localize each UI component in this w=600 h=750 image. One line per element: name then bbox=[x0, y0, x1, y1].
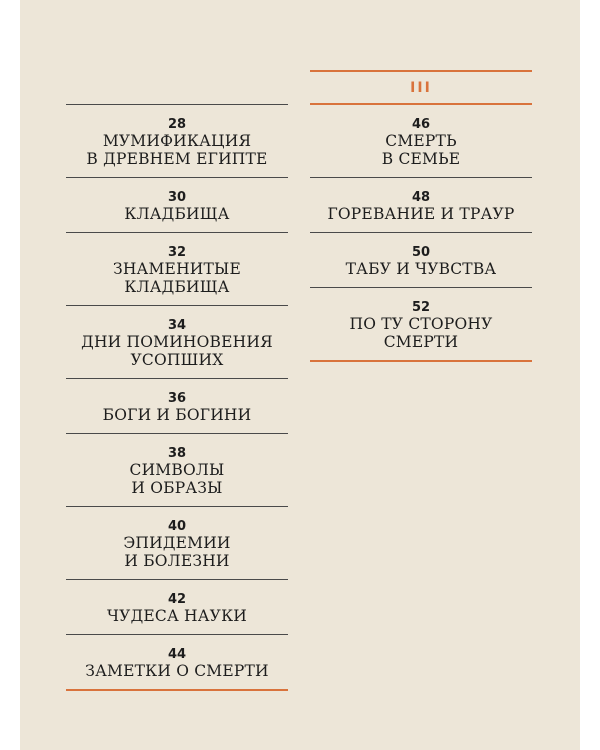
toc-entry-cemeteries[interactable] bbox=[66, 178, 288, 233]
toc-title: КЛАДБИЩА bbox=[124, 205, 230, 223]
toc-page-number: 34 bbox=[167, 318, 187, 333]
toc-entry-mummification[interactable] bbox=[66, 105, 288, 178]
toc-entry-epidemics[interactable] bbox=[66, 507, 288, 580]
toc-entry-science-wonders[interactable] bbox=[66, 580, 288, 635]
toc-title: ЗНАМЕНИТЫЕ КЛАДБИЩА bbox=[112, 260, 242, 296]
toc-entry-taboo-feelings[interactable] bbox=[310, 233, 532, 288]
toc-page-number: 38 bbox=[167, 446, 187, 461]
toc-entry-gods-goddesses[interactable] bbox=[66, 379, 288, 434]
toc-page-number: 46 bbox=[411, 117, 431, 132]
toc-title: СМЕРТЬ В СЕМЬЕ bbox=[381, 132, 461, 168]
toc-title: ЗАМЕТКИ О СМЕРТИ bbox=[85, 662, 269, 680]
toc-entry-symbols[interactable] bbox=[66, 434, 288, 507]
section-label: III bbox=[310, 70, 532, 105]
toc-page-number: 48 bbox=[411, 190, 431, 205]
toc-title: ГОРЕВАНИЕ И ТРАУР bbox=[327, 205, 515, 223]
contents-column-right bbox=[310, 70, 532, 362]
toc-page-number: 40 bbox=[167, 519, 187, 534]
toc-entry-beyond-death[interactable] bbox=[310, 288, 532, 362]
toc-title: СИМВОЛЫ И ОБРАЗЫ bbox=[129, 461, 225, 497]
toc-title: МУМИФИКАЦИЯ В ДРЕВНЕМ ЕГИПТЕ bbox=[86, 132, 268, 168]
toc-title: ЭПИДЕМИИ И БОЛЕЗНИ bbox=[123, 534, 231, 570]
toc-entry-famous-cemeteries[interactable] bbox=[66, 233, 288, 306]
toc-entry-death-notes[interactable] bbox=[66, 635, 288, 691]
contents-page bbox=[20, 0, 580, 750]
toc-title: ТАБУ И ЧУВСТВА bbox=[345, 260, 497, 278]
toc-page-number: 36 bbox=[167, 391, 187, 406]
toc-title: ПО ТУ СТОРОНУ СМЕРТИ bbox=[349, 315, 493, 351]
toc-title: ДНИ ПОМИНОВЕНИЯ УСОПШИХ bbox=[81, 333, 273, 369]
toc-page-number: 44 bbox=[167, 647, 187, 662]
toc-entry-grief-mourning[interactable] bbox=[310, 178, 532, 233]
toc-title: БОГИ И БОГИНИ bbox=[102, 406, 252, 424]
toc-page-number: 32 bbox=[167, 245, 187, 260]
toc-page-number: 52 bbox=[411, 300, 431, 315]
contents-column-left bbox=[66, 104, 288, 691]
toc-entry-remembrance-days[interactable] bbox=[66, 306, 288, 379]
toc-page-number: 50 bbox=[411, 245, 431, 260]
toc-page-number: 42 bbox=[167, 592, 187, 607]
toc-page-number: 28 bbox=[167, 117, 187, 132]
toc-entry-death-in-family[interactable] bbox=[310, 105, 532, 178]
toc-page-number: 30 bbox=[167, 190, 187, 205]
toc-title: ЧУДЕСА НАУКИ bbox=[107, 607, 247, 625]
